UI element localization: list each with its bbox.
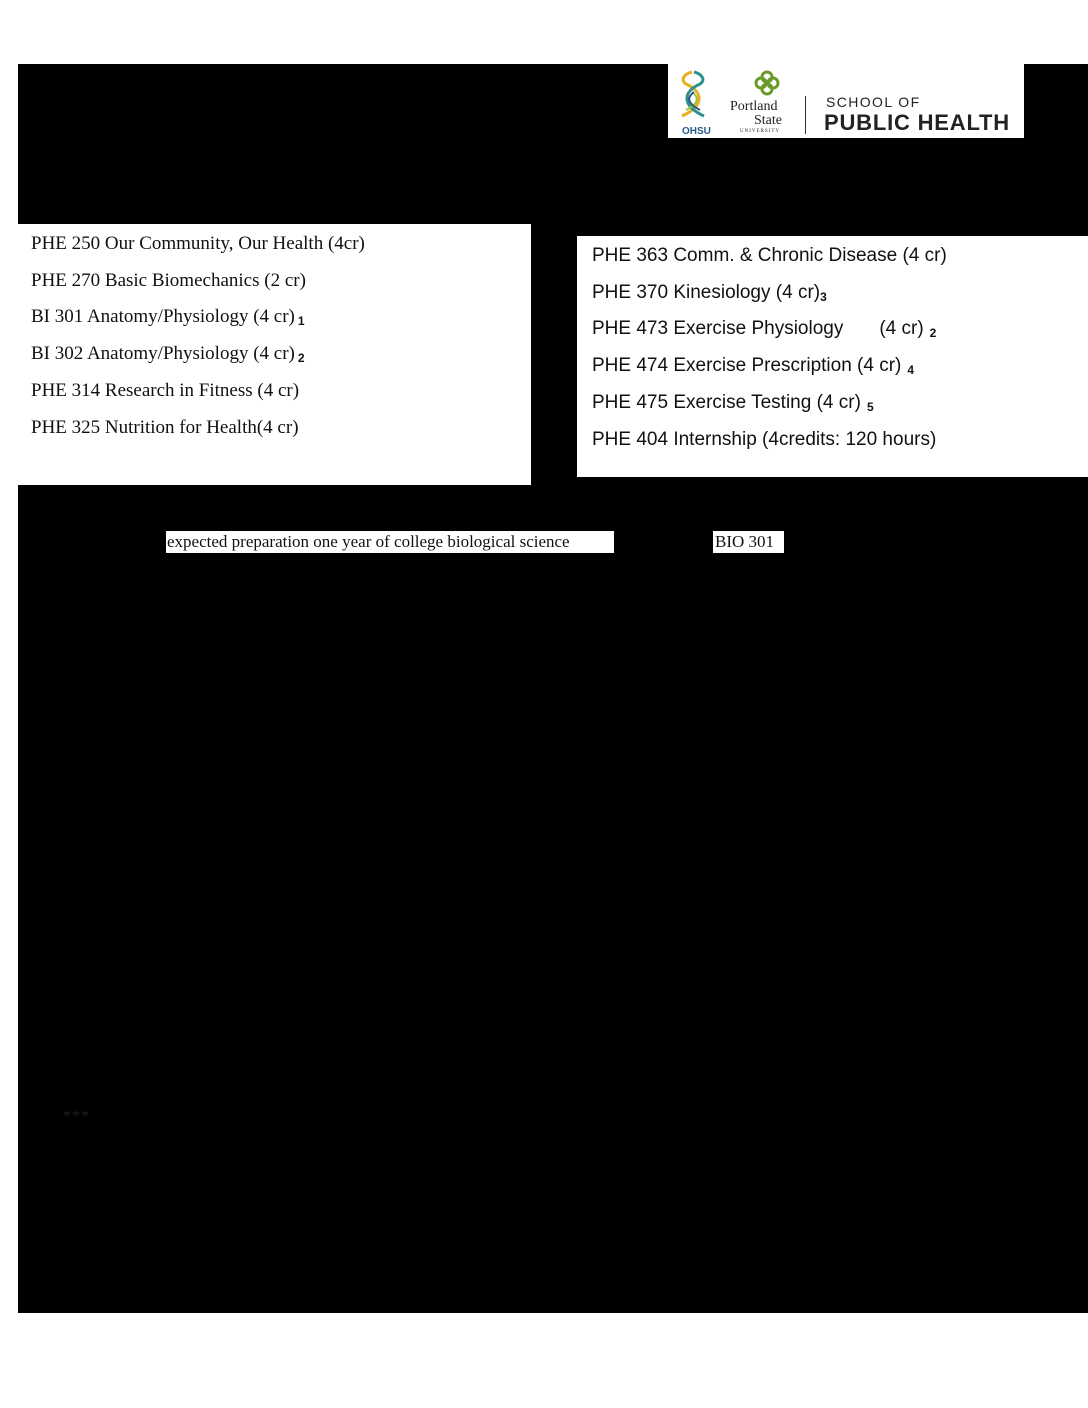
- core-courses-list: [18, 224, 531, 485]
- footnote-marker: 1: [297, 314, 305, 328]
- course-label: PHE 314 Research in Fitness (4 cr): [31, 380, 300, 401]
- course-label: PHE 370 Kinesiology (4 cr): [592, 282, 821, 303]
- preparation-note: expected preparation one year of college biological science: [166, 531, 614, 553]
- course-label: BI 301 Anatomy/Physiology (4 cr): [31, 306, 295, 327]
- course-item: [31, 417, 299, 439]
- psu-name-line3: UNIVERSITY: [740, 129, 780, 134]
- course-item: [592, 355, 914, 378]
- ohsu-label: OHSU: [682, 126, 711, 137]
- course-label: PHE 473 Exercise Physiology: [592, 318, 844, 339]
- psu-name-line1: Portland: [730, 99, 778, 114]
- course-credits: (4 cr): [256, 417, 299, 438]
- psu-logo: [726, 68, 788, 134]
- course-item: [31, 233, 365, 255]
- footnote-marker: 5: [866, 400, 874, 414]
- course-label: PHE 325 Nutrition for Health: [31, 417, 257, 438]
- ohsu-helix-icon: [674, 70, 712, 122]
- course-item: [31, 343, 305, 366]
- footnote-marker: 2: [297, 351, 305, 365]
- asterisk-marker: ***: [63, 1108, 90, 1125]
- course-label: PHE 404 Internship (4credits: 120 hours): [592, 429, 937, 450]
- logo-divider: [805, 96, 806, 134]
- bio-course-note: BIO 301: [713, 531, 784, 553]
- psu-name-line2: State: [754, 113, 782, 128]
- footnote-marker: 2: [929, 326, 937, 340]
- course-item: [31, 380, 299, 402]
- public-health-label: PUBLIC HEALTH: [824, 110, 1010, 135]
- course-label: PHE 475 Exercise Testing (4 cr): [592, 392, 861, 413]
- course-item: [31, 270, 306, 292]
- course-credits: (4 cr): [879, 318, 924, 339]
- course-label: BI 302 Anatomy/Physiology (4 cr): [31, 343, 295, 364]
- school-logo: [668, 64, 1024, 138]
- course-label: PHE 474 Exercise Prescription (4 cr): [592, 355, 902, 376]
- course-label: PHE 270 Basic Biomechanics (2 cr): [31, 270, 306, 291]
- ohsu-logo: [674, 70, 712, 137]
- footnote-marker: 4: [907, 363, 915, 377]
- course-item: [592, 245, 947, 267]
- course-item: [31, 306, 305, 329]
- course-label: PHE 250 Our Community, Our Health (4cr): [31, 233, 365, 254]
- school-of-label: SCHOOL OF: [826, 94, 921, 110]
- psu-cross-icon: [754, 70, 780, 96]
- course-item: [592, 392, 874, 415]
- course-item: [592, 282, 827, 305]
- advanced-courses-list: [577, 236, 1088, 477]
- course-item: [592, 318, 936, 341]
- course-label: PHE 363 Comm. & Chronic Disease (4 cr): [592, 245, 947, 266]
- course-item: [592, 429, 936, 451]
- footnote-marker: 3: [820, 290, 827, 304]
